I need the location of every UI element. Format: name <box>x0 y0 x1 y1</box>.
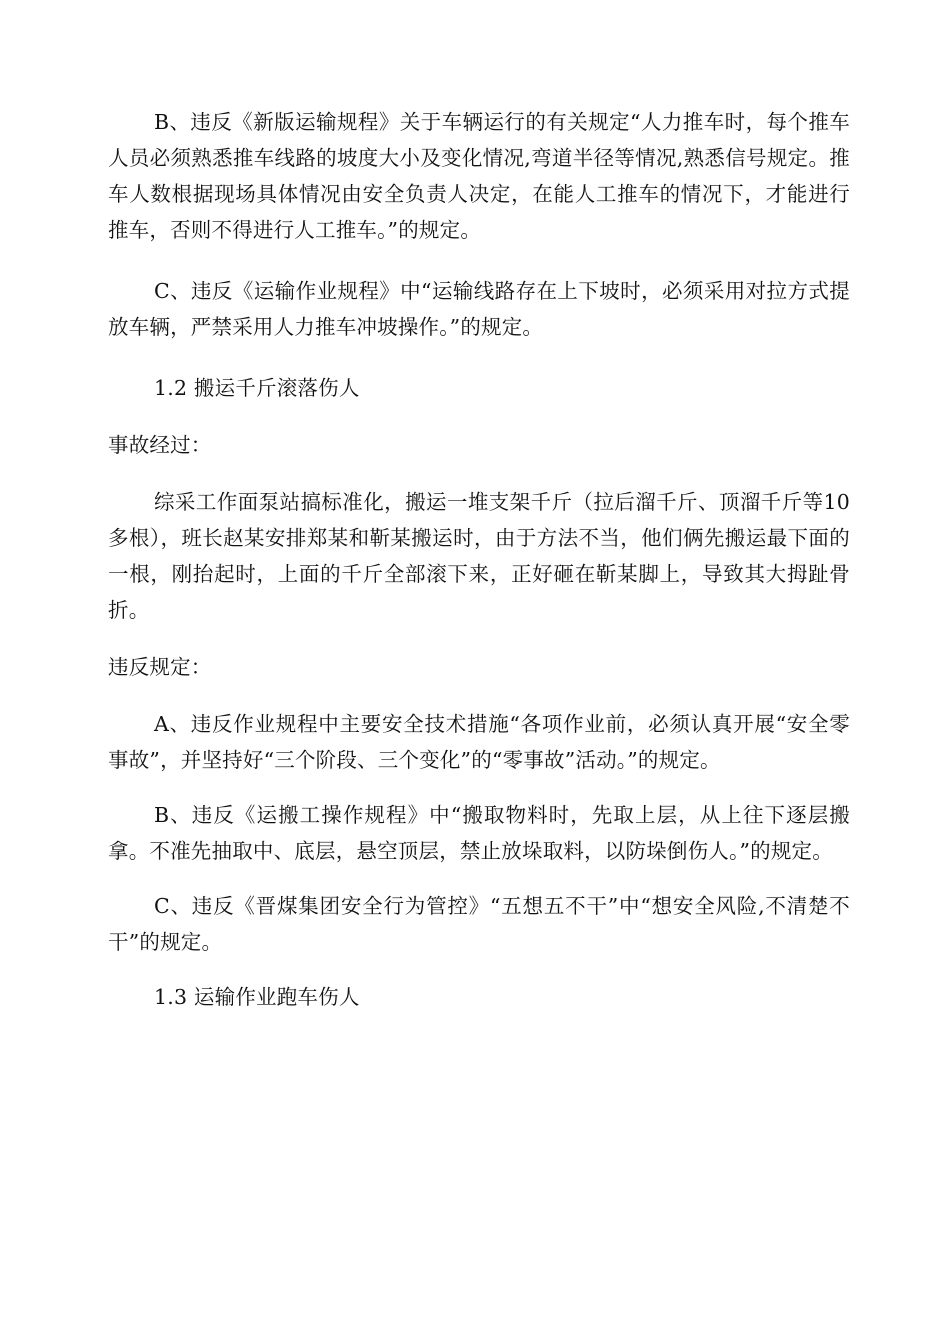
paragraph-rule-b-transport: B、违反《新版运输规程》关于车辆运行的有关规定“人力推车时，每个推车人员必须熟悉推车线路的坡度大小及变化情况,弯道半径等情况,熟悉信号规定。推车人数根据现场具体情况由安全负责人决定，在能人工推车的情况下，才能进行推车，否则不得进行人工推车。”的规定。 <box>108 110 850 242</box>
section-heading-1-3: 1.3 运输作业跑车伤人 <box>154 985 360 1009</box>
section-heading-1-2: 1.2 搬运千斤滚落伤人 <box>154 376 360 400</box>
paragraph-rule-b-handling: B、违反《运搬工操作规程》中“搬取物料时，先取上层，从上往下逐层搬拿。不准先抽取中、底层，悬空顶层，禁止放垛取料，以防垛倒伤人。”的规定。 <box>108 803 850 863</box>
label-accident-process: 事故经过： <box>108 433 212 457</box>
paragraph-rule-c-transport: C、违反《运输作业规程》中“运输线路存在上下坡时，必须采用对拉方式提放车辆，严禁采用人力推车冲坡操作。”的规定。 <box>108 279 850 339</box>
paragraph-rule-c-safety-control: C、违反《晋煤集团安全行为管控》“五想五不干”中“想安全风险,不清楚不干”的规定。 <box>108 894 850 954</box>
document-body <box>108 104 850 1015</box>
paragraph-rule-a-operation: A、违反作业规程中主要安全技术措施“各项作业前，必须认真开展“安全零事故”，并坚持好“三个阶段、三个变化”的“零事故”活动。”的规定。 <box>108 712 850 772</box>
paragraph-accident-description: 综采工作面泵站搞标准化，搬运一堆支架千斤（拉后溜千斤、顶溜千斤等10多根），班长赵某安排郑某和靳某搬运时，由于方法不当，他们俩先搬运最下面的一根，刚抬起时，上面的千斤全部滚下来，正好砸在靳某脚上，导致其大拇趾骨折。 <box>108 490 850 622</box>
label-violated-rules: 违反规定： <box>108 655 212 679</box>
